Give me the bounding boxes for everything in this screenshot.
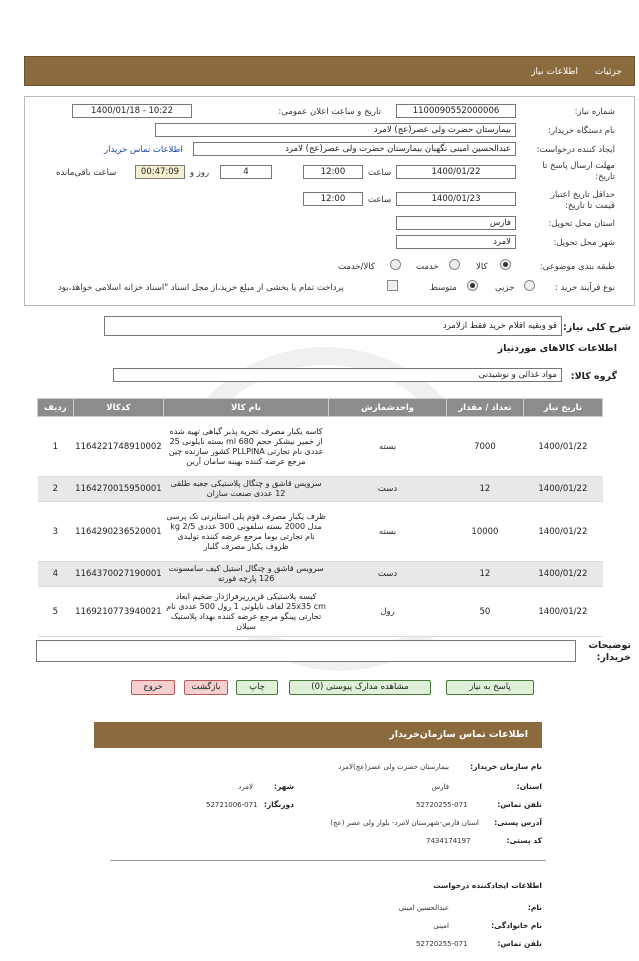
contact-header	[94, 722, 542, 748]
creator-family-label: نام خانوادگی:	[491, 921, 542, 930]
announce-label: تاریخ و ساعت اعلان عمومی:	[278, 107, 381, 117]
cell-date: 1400/01/22	[523, 477, 602, 502]
contact-address-label: آدرس پستی:	[494, 818, 542, 827]
cell-code: 1164270015950001	[73, 477, 164, 502]
province-label: استان محل تحویل:	[548, 219, 615, 229]
payment-note: پرداخت تمام یا بخشی از مبلغ خرید،از محل اسناد "اسناد خزانه اسلامی خواهد،بود	[58, 283, 344, 293]
cell-index: 3	[38, 502, 74, 562]
category-both-label: کالا/خدمت	[338, 262, 375, 272]
header-qty: تعداد / مقدار	[447, 399, 524, 417]
goods-group-label: گروه کالا:	[570, 371, 617, 382]
contact-city-label: شهر:	[274, 782, 294, 791]
cell-code: 1164290236520001	[73, 502, 164, 562]
remaining-label: ساعت باقی‌مانده	[56, 168, 117, 178]
category-goods-label: کالا	[476, 262, 488, 272]
buyer-org-label: نام دستگاه خریدار:	[548, 126, 615, 136]
buyer-org-field: بیمارستان حضرت ولی عصر(عج) لامرد	[155, 123, 516, 137]
cell-unit: بسته	[328, 417, 446, 477]
tab-details[interactable]: جزئیات	[595, 67, 622, 77]
creator-name: عبدالحسین امینی	[398, 904, 449, 912]
cell-name: کاسه یکبار مصرف تجزیه پذیر گیاهی تهیه شده از خمیر نیشکر حجم 680 ml بسته نایلونی 25 عددی نام تجارتی PLLPINA کشور سازنده چین مرجع عرضه کننده بهینه سامان آرین	[164, 417, 329, 477]
table-header-row	[38, 399, 603, 417]
summary-field: قو وبقیه اقلام خرید فقط ازلامرد	[104, 316, 562, 336]
cell-date: 1400/01/22	[523, 562, 602, 587]
cell-qty: 10000	[447, 502, 524, 562]
table-row	[38, 417, 603, 477]
cell-name: سرویس قاشق و چنگال پلاستیکی جعبه طلقی 12 عددی صنعت سازان	[164, 477, 329, 502]
category-label: طبقه بندی موضوعی:	[539, 262, 615, 272]
cell-qty: 50	[447, 587, 524, 637]
process-partial-label: جزیی	[495, 283, 515, 293]
contact-address: استان فارس-شهرستان لامرد- بلوار ولی عصر (عج)	[330, 819, 479, 827]
cell-unit: رول	[328, 587, 446, 637]
process-medium-label: متوسط	[430, 283, 457, 293]
contact-province-label: استان:	[516, 782, 542, 791]
cell-date: 1400/01/22	[523, 587, 602, 637]
page-header-bar	[24, 56, 635, 86]
contact-province: فارس	[431, 783, 449, 791]
deadline-time-label: ساعت	[368, 168, 392, 178]
notes-label: توضیحات خریدار:	[588, 640, 631, 663]
contact-postal-label: کد پستی:	[506, 836, 542, 845]
city-field: لامرد	[396, 235, 516, 249]
header-date: تاریخ نیاز	[523, 399, 602, 417]
contact-city: لامرد	[238, 783, 253, 791]
cell-unit: دست	[328, 562, 446, 587]
category-service-radio[interactable]	[449, 259, 460, 270]
buyer-contact-link[interactable]: اطلاعات تماس خریدار	[104, 145, 183, 155]
days-label: روز و	[190, 168, 210, 178]
contact-title: اطلاعات تماس سازمان‌خریدار	[389, 729, 528, 740]
creator-phone: 52720255-071	[416, 940, 468, 948]
notes-field	[36, 640, 576, 662]
deadline-label: مهلت ارسال پاسخ تا تاریخ:	[542, 161, 615, 182]
header-index: ردیف	[38, 399, 74, 417]
cell-qty: 12	[447, 562, 524, 587]
contact-fax: 52721006-071	[206, 801, 258, 809]
exit-button[interactable]: خروج	[131, 680, 175, 695]
table-row	[38, 562, 603, 587]
goods-table	[37, 398, 603, 637]
table-row	[38, 502, 603, 562]
print-button[interactable]: چاپ	[236, 680, 278, 695]
cell-index: 5	[38, 587, 74, 637]
cell-index: 4	[38, 562, 74, 587]
validity-time-field: 12:00	[303, 192, 363, 206]
payment-checkbox[interactable]	[387, 280, 398, 291]
days-field: 4	[220, 165, 272, 179]
creator-info-title: اطلاعات ایجادکننده درخواست	[433, 881, 542, 890]
back-button[interactable]: بازگشت	[184, 680, 228, 695]
contact-org-label: نام سازمان خریدار:	[470, 762, 542, 771]
need-number-label: شماره نیاز:	[574, 107, 615, 117]
cell-index: 2	[38, 477, 74, 502]
cell-unit: دست	[328, 477, 446, 502]
cell-code: 1164370027190001	[73, 562, 164, 587]
creator-family: امینی	[433, 922, 449, 930]
category-both-radio[interactable]	[390, 259, 401, 270]
cell-name: کیسه پلاستیکی فریزرپرفراژدار ضخیم ابعاد 25x35 cm لفاف نایلونی 1 رول 500 عددی نام تجارتی پینگو مرجع عرضه کننده بهداد پلاستیک سیلان	[164, 587, 329, 637]
table-row	[38, 477, 603, 502]
category-goods-radio[interactable]	[500, 259, 511, 270]
attachments-button[interactable]: مشاهده مدارک پیوستی (0)	[289, 680, 431, 695]
cell-index: 1	[38, 417, 74, 477]
contact-fax-label: دورنگار:	[263, 800, 294, 809]
need-number-field: 1100090552000006	[396, 104, 516, 118]
deadline-time-field: 12:00	[303, 165, 363, 179]
city-label: شهر محل تحویل:	[553, 238, 615, 248]
cell-name: ظرف یکبار مصرف فوم پلی استایرنی تک پرسی مدل 2000 بسته سلفونی 300 عددی kg 2/5 نام تجارتی یوما مرجع عرضه کننده تولیدی ظروف یکبار مصرف گلبار	[164, 502, 329, 562]
contact-org: بیمارستان حضرت ولی عصر(عج)لامرد	[338, 763, 449, 771]
contact-divider	[110, 860, 546, 861]
header-code: کدکالا	[73, 399, 164, 417]
remaining-time-field: 00:47:09	[135, 165, 185, 179]
cell-name: سرویس قاشق و چنگال استیل کیف سامسونت 126 پارچه فورته	[164, 562, 329, 587]
creator-phone-label: تلفن تماس:	[497, 939, 542, 948]
cell-date: 1400/01/22	[523, 417, 602, 477]
process-label: نوع فرآیند خرید :	[554, 283, 615, 293]
validity-label: حداقل تاریخ اعتبار قیمت تا تاریخ:	[550, 190, 615, 211]
header-name: نام کالا	[164, 399, 329, 417]
creator-field: عبدالحسین امینی نگهبان بیمارستان حضرت ولی عصر(عج) لامرد	[193, 142, 516, 156]
contact-phone-label: تلفن تماس:	[497, 800, 542, 809]
validity-date-field: 1400/01/23	[396, 192, 516, 206]
deadline-date-field: 1400/01/22	[396, 165, 516, 179]
announce-field: 1400/01/18 - 10:22	[72, 104, 192, 118]
goods-group-field: مواد غذائی و نوشیدنی	[113, 368, 562, 382]
header-unit: واحدشمارش	[328, 399, 446, 417]
cell-unit: بسته	[328, 502, 446, 562]
tab-need-info[interactable]: اطلاعات نیاز	[531, 67, 578, 77]
reply-button[interactable]: پاسخ به نیاز	[446, 680, 534, 695]
creator-name-label: نام:	[527, 903, 542, 912]
goods-title: اطلاعات کالاهای موردنیاز	[497, 343, 617, 354]
contact-phone: 52720255-071	[416, 801, 468, 809]
contact-postal: 7434174197	[426, 837, 471, 845]
cell-code: 1164221748910002	[73, 417, 164, 477]
table-row	[38, 587, 603, 637]
cell-qty: 7000	[447, 417, 524, 477]
province-field: فارس	[396, 216, 516, 230]
cell-code: 1169210773940021	[73, 587, 164, 637]
summary-label: شرح کلی نیاز:	[562, 322, 631, 333]
category-service-label: خدمت	[416, 262, 439, 272]
cell-qty: 12	[447, 477, 524, 502]
creator-label: ایجاد کننده درخواست:	[536, 145, 615, 155]
process-medium-radio[interactable]	[467, 280, 478, 291]
cell-date: 1400/01/22	[523, 502, 602, 562]
validity-time-label: ساعت	[368, 195, 392, 205]
process-partial-radio[interactable]	[524, 280, 535, 291]
